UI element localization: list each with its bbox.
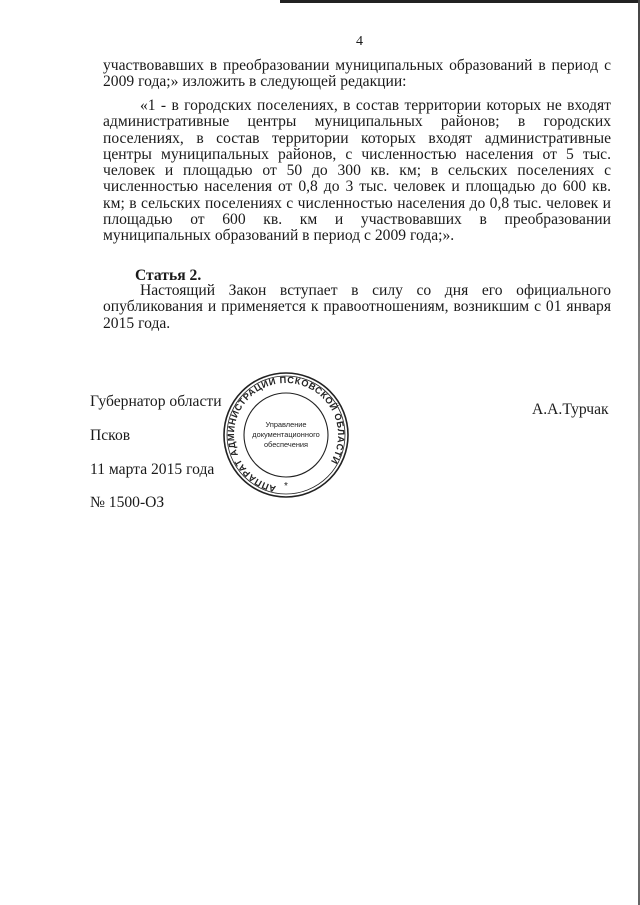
seal-ring-text: АППАРАТ АДМИНИСТРАЦИИ ПСКОВСКОЙ ОБЛАСТИ (225, 374, 347, 494)
seal-center-line-2: документационного (252, 430, 320, 439)
signatory-name: А.А.Турчак (532, 401, 609, 418)
law-number: № 1500-ОЗ (90, 494, 165, 511)
scan-edge-top (280, 0, 640, 3)
article-heading: Статья 2. (135, 267, 202, 284)
seal-center-line-3: обеспечения (263, 440, 309, 449)
signatory-title: Губернатор области (90, 393, 222, 410)
paragraph-continuation: участвовавших в преобразовании муниципальных образований в период с 2009 года;» изложить в следующей редакции: (103, 57, 611, 91)
seal-star-icon: * (284, 481, 288, 492)
seal-center-line-1: Управление (265, 420, 307, 429)
paragraph-entry-into-force: Настоящий Закон вступает в силу со дня его официального опубликования и применяется к правоотношениям, возникшим с 01 января 2015 года. (103, 282, 611, 332)
paragraph-new-wording: «1 - в городских поселениях, в состав территории которых не входят административные центры муниципальных районов; в городских поселениях, в состав территории которых входят административные центры муниципальных районов, с численностью населения от 5 тыс. человек и площадью от 50 до 300 кв. км; в сельских поселениях с численностью населения от 0,8 до 3 тыс. человек и площадью до 600 кв. км; в сельских поселениях с численностью населения до 0,8 тыс. человек и площадью от 600 кв. км и участвовавших в преобразовании муниципальных образований в период с 2009 года;». (103, 97, 611, 245)
signing-city: Псков (90, 427, 131, 444)
official-seal (220, 371, 352, 499)
signing-date: 11 марта 2015 года (90, 461, 215, 478)
page-number: 4 (356, 34, 363, 49)
